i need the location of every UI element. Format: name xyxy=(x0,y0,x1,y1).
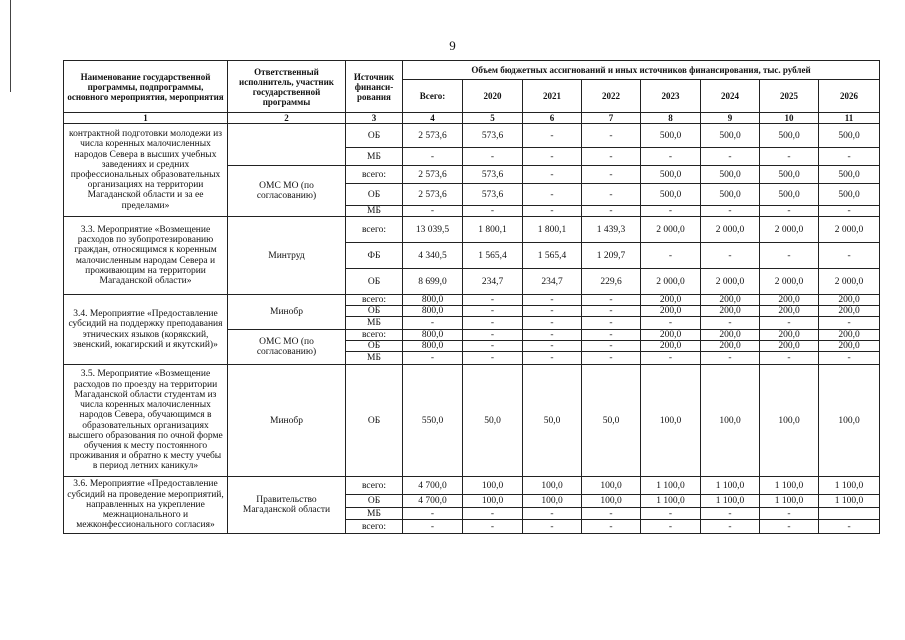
executor-cell xyxy=(228,124,346,166)
value-cell: 1 439,3 xyxy=(582,217,641,243)
value-cell: - xyxy=(641,206,701,217)
value-cell: - xyxy=(523,148,582,166)
header-source: Источник финанси-рования xyxy=(346,61,403,113)
value-cell: - xyxy=(819,148,880,166)
value-cell: - xyxy=(463,206,523,217)
value-cell: - xyxy=(582,148,641,166)
value-cell: - xyxy=(403,206,463,217)
value-cell: 50,0 xyxy=(523,365,582,477)
column-number: 1 xyxy=(64,113,228,124)
measure-name: 3.3. Мероприятие «Возмещение расходов по зубопротезированию граждан, относящимся к коренным малочисленным народам Севера и проживающим на территории Магаданской области» xyxy=(64,217,228,295)
value-cell: 200,0 xyxy=(819,330,880,341)
value-cell: - xyxy=(701,206,760,217)
value-cell: 2 000,0 xyxy=(819,217,880,243)
header-executor: Ответственный исполнитель, участник государственной программы xyxy=(228,61,346,113)
executor-cell: ОМС МО (по согласованию) xyxy=(228,330,346,365)
value-cell: - xyxy=(819,352,880,365)
measure-name: 3.6. Мероприятие «Предоставление субсидий на проведение мероприятий, направленных на укрепление межнационального и межконфессионального согласия» xyxy=(64,477,228,534)
value-cell: - xyxy=(463,306,523,317)
value-cell: - xyxy=(582,508,641,520)
value-cell: - xyxy=(463,352,523,365)
value-cell: 100,0 xyxy=(641,365,701,477)
value-cell: 573,6 xyxy=(463,166,523,184)
value-cell: 500,0 xyxy=(701,166,760,184)
column-number: 3 xyxy=(346,113,403,124)
value-cell: 13 039,5 xyxy=(403,217,463,243)
value-cell: - xyxy=(582,352,641,365)
column-number: 11 xyxy=(819,113,880,124)
value-cell: - xyxy=(760,520,819,534)
value-cell: - xyxy=(403,148,463,166)
value-cell: 200,0 xyxy=(760,306,819,317)
value-cell: - xyxy=(760,206,819,217)
value-cell: - xyxy=(463,508,523,520)
value-cell: - xyxy=(760,352,819,365)
value-cell: 500,0 xyxy=(819,184,880,206)
value-cell: - xyxy=(463,520,523,534)
value-cell: 200,0 xyxy=(819,341,880,352)
value-cell: - xyxy=(463,295,523,306)
value-cell: 200,0 xyxy=(760,341,819,352)
value-cell: 500,0 xyxy=(819,166,880,184)
value-cell: 1 100,0 xyxy=(819,477,880,495)
margin-rule xyxy=(10,0,11,92)
value-cell: - xyxy=(641,243,701,269)
value-cell: 200,0 xyxy=(701,341,760,352)
value-cell: 1 100,0 xyxy=(641,495,701,508)
value-cell: 200,0 xyxy=(701,295,760,306)
value-cell: - xyxy=(523,166,582,184)
source-cell: ОБ xyxy=(346,124,403,148)
source-cell: всего: xyxy=(346,295,403,306)
value-cell: - xyxy=(463,330,523,341)
value-cell: - xyxy=(523,184,582,206)
source-cell: всего: xyxy=(346,217,403,243)
value-cell: 2 000,0 xyxy=(641,217,701,243)
column-number: 10 xyxy=(760,113,819,124)
value-cell: - xyxy=(523,124,582,148)
value-cell: 1 100,0 xyxy=(701,477,760,495)
value-cell: - xyxy=(523,352,582,365)
value-cell: 1 100,0 xyxy=(760,477,819,495)
source-cell: ОБ xyxy=(346,269,403,295)
value-cell: 1 209,7 xyxy=(582,243,641,269)
header-year: 2023 xyxy=(641,80,701,113)
value-cell: - xyxy=(403,520,463,534)
value-cell: - xyxy=(701,508,760,520)
header-year: 2020 xyxy=(463,80,523,113)
value-cell: 100,0 xyxy=(523,477,582,495)
value-cell: 2 000,0 xyxy=(760,269,819,295)
source-cell: ОБ xyxy=(346,341,403,352)
value-cell: 2 000,0 xyxy=(701,269,760,295)
value-cell: 100,0 xyxy=(582,477,641,495)
value-cell: - xyxy=(403,317,463,330)
column-number: 8 xyxy=(641,113,701,124)
table-row xyxy=(64,365,880,477)
value-cell: - xyxy=(582,184,641,206)
value-cell: - xyxy=(403,508,463,520)
executor-cell: ОМС МО (по согласованию) xyxy=(228,166,346,217)
value-cell: - xyxy=(582,520,641,534)
value-cell: 229,6 xyxy=(582,269,641,295)
column-number: 6 xyxy=(523,113,582,124)
value-cell: - xyxy=(641,520,701,534)
value-cell: 100,0 xyxy=(523,495,582,508)
value-cell: - xyxy=(701,520,760,534)
value-cell: 2 573,6 xyxy=(403,184,463,206)
value-cell: 8 699,0 xyxy=(403,269,463,295)
value-cell: 2 000,0 xyxy=(819,269,880,295)
value-cell: 200,0 xyxy=(641,330,701,341)
value-cell: 500,0 xyxy=(760,166,819,184)
header-year: 2021 xyxy=(523,80,582,113)
value-cell: 500,0 xyxy=(819,124,880,148)
value-cell: - xyxy=(641,352,701,365)
column-number: 5 xyxy=(463,113,523,124)
value-cell: 573,6 xyxy=(463,124,523,148)
value-cell: - xyxy=(523,295,582,306)
executor-cell: Минобр xyxy=(228,295,346,330)
value-cell: - xyxy=(523,520,582,534)
source-cell: всего: xyxy=(346,166,403,184)
value-cell: - xyxy=(523,330,582,341)
value-cell: - xyxy=(523,206,582,217)
source-cell: всего: xyxy=(346,520,403,534)
table-row xyxy=(64,217,880,243)
value-cell: 234,7 xyxy=(523,269,582,295)
value-cell: 2 573,6 xyxy=(403,124,463,148)
value-cell: 500,0 xyxy=(641,166,701,184)
source-cell: всего: xyxy=(346,330,403,341)
column-number: 2 xyxy=(228,113,346,124)
value-cell: - xyxy=(463,341,523,352)
value-cell: 800,0 xyxy=(403,295,463,306)
value-cell: 200,0 xyxy=(760,330,819,341)
source-cell: ОБ xyxy=(346,365,403,477)
value-cell: 100,0 xyxy=(760,365,819,477)
value-cell: - xyxy=(582,341,641,352)
value-cell: - xyxy=(701,243,760,269)
value-cell: 200,0 xyxy=(819,295,880,306)
table-row xyxy=(64,295,880,306)
value-cell xyxy=(819,508,880,520)
value-cell: 1 100,0 xyxy=(819,495,880,508)
value-cell: - xyxy=(819,520,880,534)
value-cell: - xyxy=(582,330,641,341)
value-cell: - xyxy=(819,243,880,269)
source-cell: МБ xyxy=(346,508,403,520)
value-cell: - xyxy=(760,508,819,520)
value-cell: - xyxy=(523,341,582,352)
value-cell: 1 100,0 xyxy=(641,477,701,495)
value-cell: 200,0 xyxy=(701,306,760,317)
source-cell: МБ xyxy=(346,317,403,330)
value-cell: - xyxy=(523,306,582,317)
table-row xyxy=(64,477,880,495)
value-cell: 500,0 xyxy=(641,184,701,206)
source-cell: ОБ xyxy=(346,495,403,508)
source-cell: МБ xyxy=(346,206,403,217)
value-cell: - xyxy=(523,317,582,330)
value-cell: - xyxy=(819,317,880,330)
source-cell: ФБ xyxy=(346,243,403,269)
value-cell: - xyxy=(819,206,880,217)
value-cell: - xyxy=(701,317,760,330)
column-number: 7 xyxy=(582,113,641,124)
value-cell: 500,0 xyxy=(701,184,760,206)
source-cell: МБ xyxy=(346,352,403,365)
value-cell: 234,7 xyxy=(463,269,523,295)
header-volume: Объем бюджетных ассигнований и иных источников финансирования, тыс. рублей xyxy=(403,61,880,80)
column-number: 9 xyxy=(701,113,760,124)
value-cell: - xyxy=(463,148,523,166)
value-cell: - xyxy=(582,166,641,184)
source-cell: всего: xyxy=(346,477,403,495)
value-cell: 800,0 xyxy=(403,341,463,352)
value-cell: 100,0 xyxy=(701,365,760,477)
value-cell: - xyxy=(701,148,760,166)
value-cell: 500,0 xyxy=(641,124,701,148)
value-cell: 200,0 xyxy=(819,306,880,317)
value-cell: 500,0 xyxy=(701,124,760,148)
value-cell: - xyxy=(641,508,701,520)
value-cell: - xyxy=(523,508,582,520)
value-cell: 1 800,1 xyxy=(523,217,582,243)
value-cell: 500,0 xyxy=(760,184,819,206)
value-cell: 1 565,4 xyxy=(463,243,523,269)
value-cell: 50,0 xyxy=(463,365,523,477)
value-cell: 550,0 xyxy=(403,365,463,477)
header-year: 2024 xyxy=(701,80,760,113)
value-cell: 100,0 xyxy=(463,495,523,508)
source-cell: МБ xyxy=(346,148,403,166)
value-cell: 50,0 xyxy=(582,365,641,477)
value-cell: 2 000,0 xyxy=(641,269,701,295)
header-year: 2025 xyxy=(760,80,819,113)
header-year: 2026 xyxy=(819,80,880,113)
value-cell: 573,6 xyxy=(463,184,523,206)
measure-name: контрактной подготовки молодежи из числа коренных малочисленных народов Севера в высших учебных заведениях и средних профессиональных образовательных организациях на территории Магаданской области и за ее пределами» xyxy=(64,124,228,217)
value-cell: 100,0 xyxy=(582,495,641,508)
value-cell: 1 100,0 xyxy=(701,495,760,508)
value-cell: 2 000,0 xyxy=(760,217,819,243)
value-cell: 800,0 xyxy=(403,306,463,317)
value-cell: - xyxy=(582,295,641,306)
value-cell: - xyxy=(760,317,819,330)
value-cell: - xyxy=(403,352,463,365)
value-cell: 500,0 xyxy=(760,124,819,148)
value-cell: 4 340,5 xyxy=(403,243,463,269)
measure-name: 3.5. Мероприятие «Возмещение расходов по проезду на территории Магаданской области студентам из числа коренных малочисленных народов Севера, обучающимся в образовательных организациях высшего образования по очной форме обучения к месту постоянного проживания и обратно к месту учебы в период летних каникул» xyxy=(64,365,228,477)
measure-name: 3.4. Мероприятие «Предоставление субсидий на поддержку преподавания этнических языков (корякский, эвенский, юкагирский и якутский)» xyxy=(64,295,228,365)
header-year: 2022 xyxy=(582,80,641,113)
value-cell: 100,0 xyxy=(463,477,523,495)
source-cell: ОБ xyxy=(346,184,403,206)
value-cell: 1 100,0 xyxy=(760,495,819,508)
value-cell: - xyxy=(463,317,523,330)
page-number: 9 xyxy=(449,38,456,53)
value-cell: 200,0 xyxy=(641,295,701,306)
header-name: Наименование государственной программы, подпрограммы, основного мероприятия, мероприятия xyxy=(64,61,228,113)
value-cell: 2 573,6 xyxy=(403,166,463,184)
value-cell: 2 000,0 xyxy=(701,217,760,243)
value-cell: 200,0 xyxy=(701,330,760,341)
budget-table xyxy=(63,60,880,534)
column-number: 4 xyxy=(403,113,463,124)
value-cell: 1 800,1 xyxy=(463,217,523,243)
value-cell: - xyxy=(582,124,641,148)
value-cell: 200,0 xyxy=(641,306,701,317)
value-cell: 800,0 xyxy=(403,330,463,341)
value-cell: - xyxy=(760,243,819,269)
value-cell: 4 700,0 xyxy=(403,495,463,508)
value-cell: - xyxy=(760,148,819,166)
value-cell: - xyxy=(701,352,760,365)
value-cell: 1 565,4 xyxy=(523,243,582,269)
value-cell: - xyxy=(641,317,701,330)
table-row xyxy=(64,124,880,148)
value-cell: 100,0 xyxy=(819,365,880,477)
value-cell: - xyxy=(582,306,641,317)
source-cell: ОБ xyxy=(346,306,403,317)
header-total: Всего: xyxy=(403,80,463,113)
value-cell: - xyxy=(582,317,641,330)
value-cell: 200,0 xyxy=(641,341,701,352)
value-cell: - xyxy=(641,148,701,166)
executor-cell: Минобр xyxy=(228,365,346,477)
executor-cell: Минтруд xyxy=(228,217,346,295)
executor-cell: Правительство Магаданской области xyxy=(228,477,346,534)
value-cell: - xyxy=(582,206,641,217)
value-cell: 4 700,0 xyxy=(403,477,463,495)
value-cell: 200,0 xyxy=(760,295,819,306)
